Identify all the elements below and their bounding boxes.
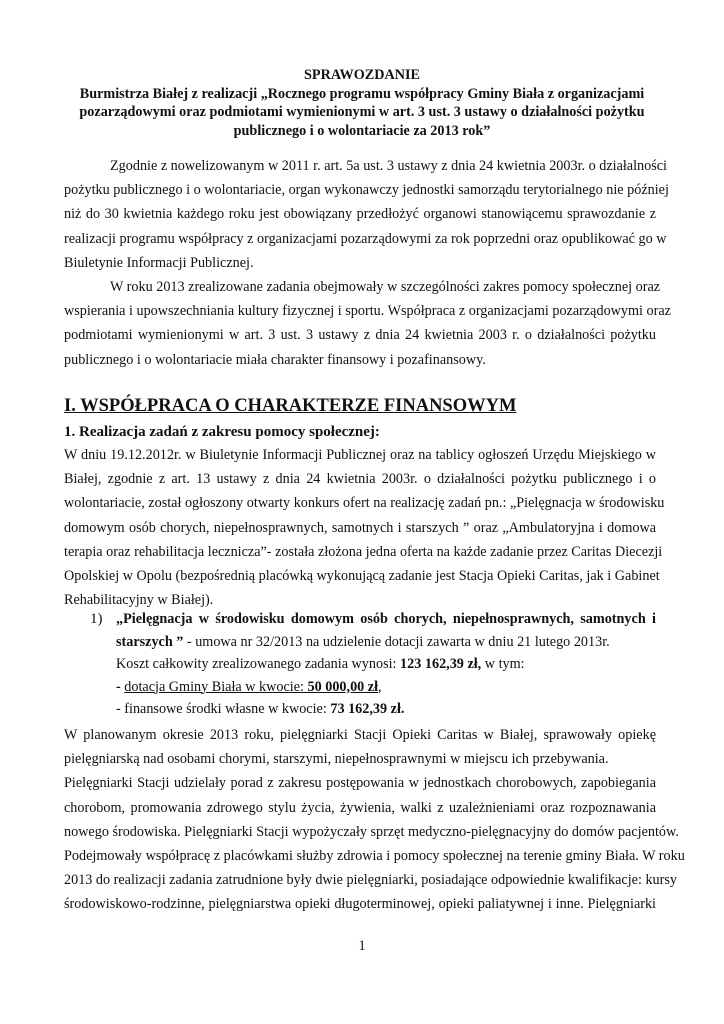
title-line-4: publicznego i o wolontariacie za 2013 rok” (233, 122, 491, 139)
text-line: środowiskowo-rodzinne, pielęgniarstwa opieki długoterminowej, opieki paliatywnej i inne. Pielęgniarki (64, 896, 656, 913)
cost-line (116, 653, 656, 676)
text-line: W roku 2013 zrealizowane zadania obejmowały w szczególności zakres pomocy społecznej oraz (110, 279, 661, 295)
text-line: Opolskiej w Opolu (bezpośrednią placówką wykonującą zadanie jest Stacja Opieki Caritas, jak i Gabinet (64, 567, 660, 584)
task-title-end: starszych ” (116, 633, 184, 650)
text-line: Pielęgniarki Stacji udzielały porad z zakresu postępowania w jednostkach chorobowych, zapobiegania (64, 775, 656, 792)
text-line: publicznego i o wolontariacie miała charakter finansowy i pozafinansowy. (64, 351, 486, 368)
own-funds-line (116, 698, 656, 721)
own-value: 73 162,39 zł. (330, 701, 405, 717)
text-line: domowym osób chorych, niepełnosprawnych, samotnych i starszych ” oraz „Ambulatoryjna i domowa (64, 519, 656, 536)
text-line: podmiotami wymienionymi w art. 3 ust. 3 ustawy z dnia 24 kwietnia 2003 r. o działalności pożytku (64, 327, 656, 344)
text-line: wspierania i upowszechniania kultury fizycznej i sportu. Współpraca z organizacjami pozarządowymi oraz (64, 303, 671, 320)
task-title: „Pielęgnacja w środowisku domowym osób chorych, niepełnosprawnych, samotnych i (116, 611, 656, 627)
text-line: wolontariacie, został ogłoszony otwarty konkurs ofert na realizację zadań pn.: „Pielęgnacja w środowisku (64, 495, 665, 512)
cost-value: 123 162,39 zł, (400, 656, 482, 672)
text-line: pielęgniarską nad osobami chorymi, starszymi, niepełnosprawnymi w miejscu ich przebywania. (64, 751, 609, 768)
cost-label: Koszt całkowity zrealizowanego zadania wynosi: (116, 656, 401, 672)
intro-paragraph-2 (64, 275, 671, 372)
subsection-heading: 1. Realizacja zadań z zakresu pomocy społecznej: (64, 424, 380, 440)
text-line: Biuletynie Informacji Publicznej. (64, 254, 254, 271)
title-line-2: Burmistrza Białej z realizacji „Rocznego programu współpracy Gminy Biała z organizacjami (79, 85, 645, 102)
text-line: Rehabilitacyjny w Białej). (64, 592, 214, 609)
section-paragraph-2 (64, 723, 685, 917)
section-paragraph-1 (64, 443, 665, 612)
text-line: nowego środowiska. Pielęgniarki Stacji wypożyczały sprzęt medyczno-pielęgnacyjny do domów pacjentów. (64, 823, 679, 840)
page-number: 1 (358, 938, 366, 954)
text-line: W planowanym okresie 2013 roku, pielęgniarki Stacji Opieki Caritas w Białej, sprawowały opiekę (64, 727, 656, 743)
text-line: terapia oraz rehabilitacja lecznicza”- została złożona jedna oferta na każde zadanie przez Caritas Diecezji (64, 543, 663, 560)
text-line: Zgodnie z nowelizowanym w 2011 r. art. 5a ust. 3 ustawy z dnia 24 kwietnia 2003r. o działalności (110, 158, 667, 174)
text-line: 2013 do realizacji zadania zatrudnione były dwie pielęgniarki, posiadające odpowiednie kwalifikacje: kursy (64, 872, 677, 889)
intro-paragraph-1 (64, 154, 669, 275)
section-heading: I. WSPÓŁPRACA O CHARAKTERZE FINANSOWYM (64, 396, 517, 416)
cost-suffix: w tym: (481, 656, 525, 672)
text-line: pożytku publicznego i o wolontariacie, organ wykonawczy jednostki samorządu terytorialnego nie później (64, 182, 669, 199)
list-number: 1) (90, 611, 103, 627)
grant-line (116, 676, 656, 699)
list-item-body (116, 608, 656, 721)
contract-text: - umowa nr 32/2013 na udzielenie dotacji zawarta w dniu 21 lutego 2013r. (183, 633, 610, 650)
own-label: - finansowe środki własne w kwocie: (116, 701, 331, 717)
text-line: realizacji programu współpracy z organizacjami pozarządowymi za rok poprzedni oraz opublikować go w (64, 230, 667, 247)
text-line: Podejmowały współpracę z placówkami służby zdrowia i pomocy społecznej na terenie gminy Biała. W roku (64, 847, 685, 864)
title-line-3: pozarządowymi oraz podmiotami wymienionymi w art. 3 ust. 3 ustawy o działalności pożytku (79, 104, 645, 120)
task-contract-line (116, 631, 656, 654)
report-title (60, 66, 664, 140)
grant-label: dotacja Gminy Biała w kwocie: (124, 678, 308, 695)
grant-value: 50 000,00 zł (307, 678, 379, 695)
grant-suffix: , (378, 678, 382, 695)
text-line: Białej, zgodnie z art. 13 ustawy z dnia 24 kwietnia 2003r. o działalności pożytku publicznego i o (64, 471, 656, 488)
title-line-1: SPRAWOZDANIE (304, 67, 420, 83)
text-line: niż do 30 kwietnia każdego roku jest obowiązany przedłożyć organowi stanowiącemu sprawozdanie z (64, 206, 656, 223)
text-line: W dniu 19.12.2012r. w Biuletynie Informacji Publicznej oraz na tablicy ogłoszeń Urzędu Miejskiego w (64, 447, 656, 463)
grant-dash: - (116, 678, 125, 695)
text-line: chorobom, promowania zdrowego stylu życia, żywienia, walki z uzależnieniami oraz rozpoznawania (64, 799, 656, 816)
